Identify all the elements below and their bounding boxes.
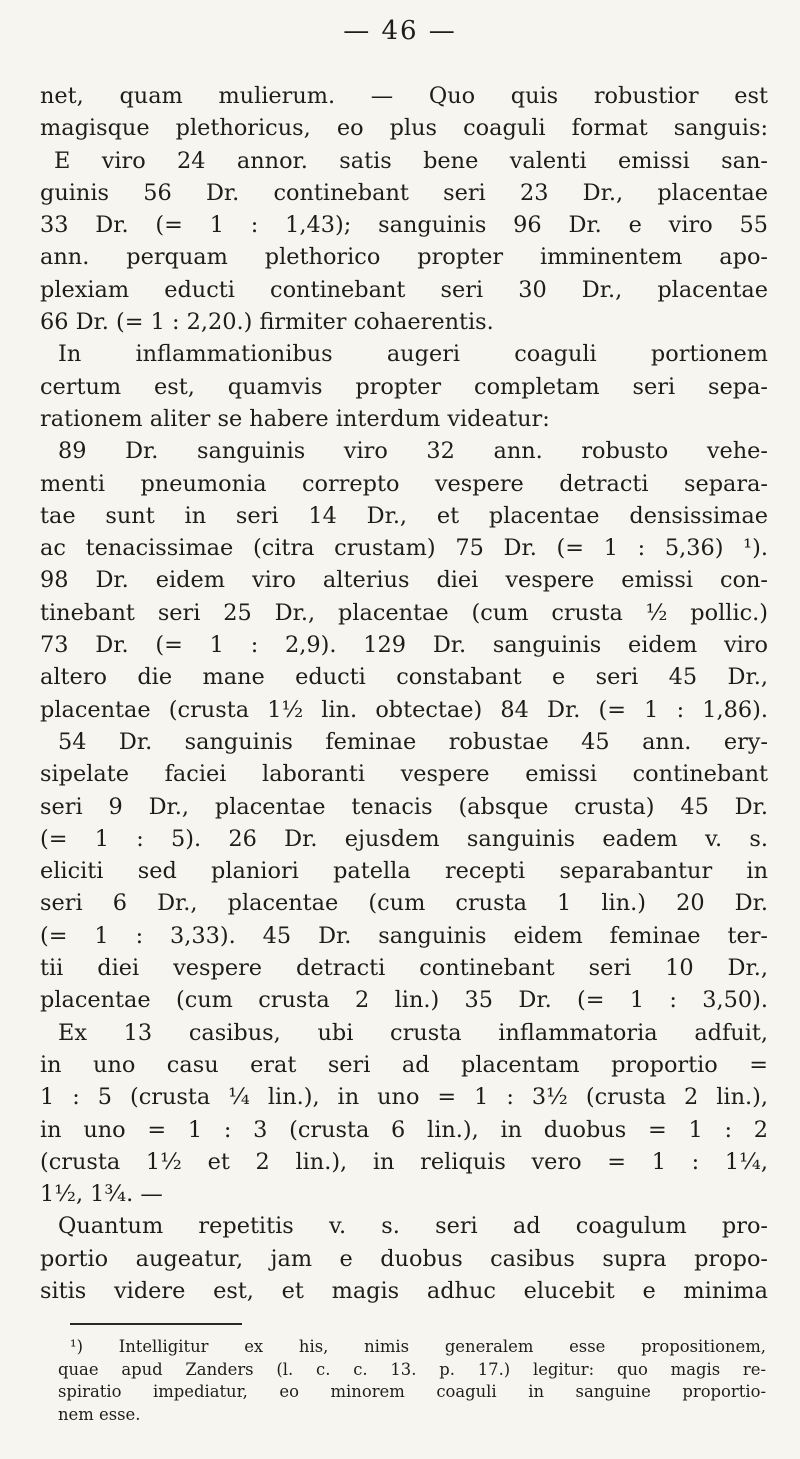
- text-line: sitis videre est, et magis adhuc elucebit e minima: [40, 1277, 768, 1304]
- text-line: E viro 24 annor. satis bene valenti emissi san-: [54, 147, 768, 174]
- text-line: magisque plethoricus, eo plus coaguli format sanguis:: [40, 115, 768, 142]
- text-line: 73 Dr. (= 1 : 2,9). 129 Dr. sanguinis eidem viro: [40, 632, 768, 659]
- text-line: seri 9 Dr., placentae tenacis (absque crusta) 45 Dr.: [40, 793, 768, 820]
- page-number: — 46 —: [343, 16, 457, 46]
- text-line: Ex 13 casibus, ubi crusta inflammatoria adfuit,: [58, 1019, 768, 1046]
- footnote-line: spiratio impediatur, eo minorem coaguli in sanguine proportio-: [58, 1382, 766, 1401]
- text-line: seri 6 Dr., placentae (cum crusta 1 lin.) 20 Dr.: [40, 890, 768, 917]
- text-line: certum est, quamvis propter completam seri sepa-: [40, 373, 768, 400]
- text-line: plexiam educti continebant seri 30 Dr., placentae: [40, 276, 768, 303]
- text-line: tii diei vespere detracti continebant seri 10 Dr.,: [40, 955, 768, 982]
- text-line: net, quam mulierum. — Quo quis robustior est: [40, 83, 768, 109]
- text-line: sipelate faciei laboranti vespere emissi continebant: [40, 761, 768, 788]
- text-line: (= 1 : 3,33). 45 Dr. sanguinis eidem feminae ter-: [40, 922, 768, 949]
- text-line: altero die mane educti constabant e seri 45 Dr.,: [40, 664, 768, 691]
- text-line: placentae (crusta 1½ lin. obtectae) 84 Dr. (= 1 : 1,86).: [40, 696, 768, 723]
- text-line: (crusta 1½ et 2 lin.), in reliquis vero = 1 : 1¼,: [40, 1148, 768, 1175]
- text-line: In inflammationibus augeri coaguli portionem: [58, 341, 768, 368]
- text-line: tae sunt in seri 14 Dr., et placentae densissimae: [40, 502, 768, 529]
- footnote-line: quae apud Zanders (l. c. c. 13. p. 17.) legitur: quo magis re-: [58, 1359, 766, 1379]
- footnote: [58, 1336, 766, 1426]
- text-line: 1 : 5 (crusta ¼ lin.), in uno = 1 : 3½ (crusta 2 lin.),: [40, 1084, 768, 1111]
- main-text: [40, 80, 768, 1307]
- text-line: rationem aliter se habere interdum videatur:: [40, 405, 550, 432]
- text-line: ac tenacissimae (citra crustam) 75 Dr. (= 1 : 5,36) ¹).: [40, 535, 768, 562]
- text-line: tinebant seri 25 Dr., placentae (cum crusta ½ pollic.): [40, 599, 768, 626]
- text-line: 98 Dr. eidem viro alterius diei vespere emissi con-: [40, 567, 768, 594]
- text-line: 66 Dr. (= 1 : 2,20.) firmiter cohaerentis.: [40, 309, 494, 336]
- text-line: eliciti sed planiori patella recepti separabantur in: [40, 858, 768, 885]
- text-line: 54 Dr. sanguinis feminae robustae 45 ann. ery-: [58, 728, 768, 755]
- text-line: in uno = 1 : 3 (crusta 6 lin.), in duobus = 1 : 2: [40, 1116, 768, 1143]
- text-line: 89 Dr. sanguinis viro 32 ann. robusto vehe-: [58, 438, 768, 465]
- text-line: portio augeatur, jam e duobus casibus supra propo-: [40, 1245, 768, 1272]
- footnote-line: ¹) Intelligitur ex his, nimis generalem esse propositionem,: [70, 1337, 766, 1356]
- text-line: menti pneumonia correpto vespere detracti separa-: [40, 470, 768, 497]
- text-line: in uno casu erat seri ad placentam proportio =: [40, 1051, 768, 1078]
- text-line: ann. perquam plethorico propter imminentem apo-: [40, 244, 768, 271]
- text-line: 1½, 1¾. —: [40, 1181, 163, 1208]
- text-line: placentae (cum crusta 2 lin.) 35 Dr. (= 1 : 3,50).: [40, 987, 768, 1014]
- text-line: (= 1 : 5). 26 Dr. ejusdem sanguinis eadem v. s.: [40, 825, 768, 852]
- footnote-line: nem esse.: [58, 1404, 141, 1424]
- text-line: guinis 56 Dr. continebant seri 23 Dr., placentae: [40, 179, 768, 206]
- text-line: 33 Dr. (= 1 : 1,43); sanguinis 96 Dr. e viro 55: [40, 212, 768, 239]
- text-line: Quantum repetitis v. s. seri ad coagulum pro-: [58, 1213, 768, 1240]
- footnote-divider: [70, 1323, 242, 1325]
